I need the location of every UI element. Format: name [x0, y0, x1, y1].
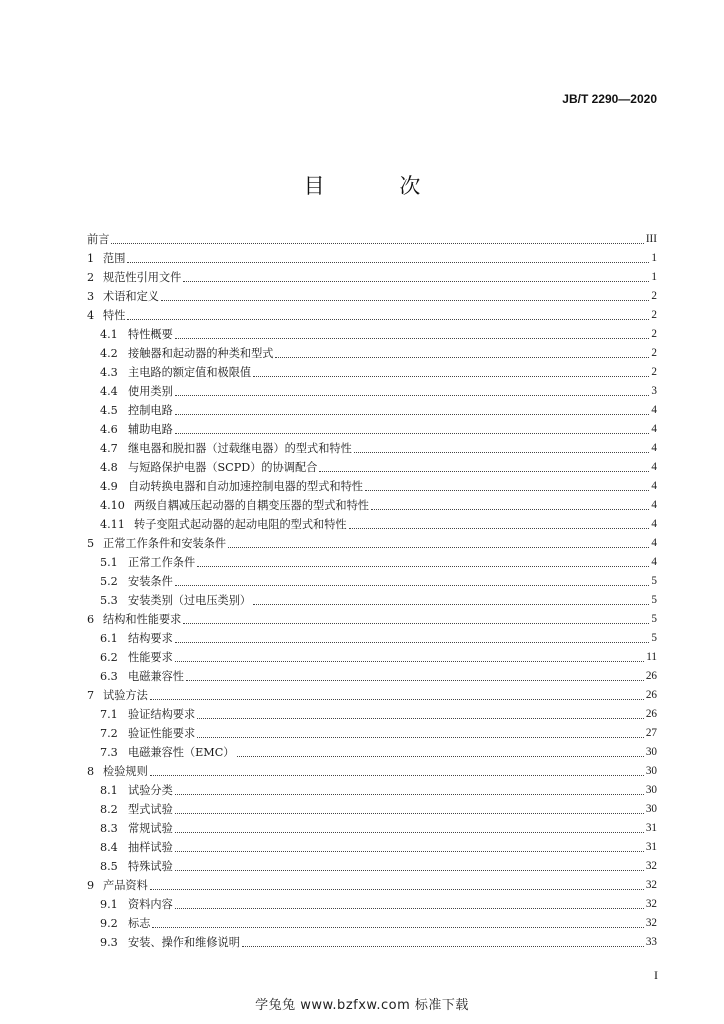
toc-entry-number: 8.4	[100, 841, 118, 854]
toc-entry-number: 6.3	[100, 670, 118, 683]
toc-dot-leader	[175, 585, 650, 586]
toc-entry-label: 抽样试验	[128, 841, 173, 854]
toc-entry-number: 6.2	[100, 651, 118, 664]
toc-dot-leader	[365, 490, 649, 491]
toc-entry-label: 主电路的额定值和极限值	[128, 366, 252, 379]
toc-entry-label: 电磁兼容性（EMC）	[128, 746, 235, 759]
toc-entry-page: 1	[651, 271, 657, 283]
toc-entry-number: 5.1	[100, 556, 118, 569]
toc-dot-leader	[175, 414, 650, 415]
toc-dot-leader	[175, 433, 650, 434]
toc-dot-leader	[175, 813, 644, 814]
toc-entry-label: 术语和定义	[103, 290, 159, 303]
toc-dot-leader	[175, 642, 650, 643]
toc-entry-number: 4.5	[100, 404, 118, 417]
toc-entry-page: 5	[651, 632, 657, 644]
toc-entry-page: 4	[651, 404, 657, 416]
toc-entry-label: 性能要求	[128, 651, 173, 664]
toc-dot-leader	[242, 946, 644, 947]
toc-entry[interactable]	[87, 230, 657, 249]
toc-dot-leader	[354, 452, 650, 453]
toc-entry[interactable]	[87, 553, 657, 572]
standard-number: JB/T 2290—2020	[562, 92, 657, 106]
toc-entry-page: 30	[645, 746, 657, 758]
toc-entry[interactable]	[87, 838, 657, 857]
toc-entry-label: 范围	[103, 252, 126, 265]
toc-entry-page: III	[645, 233, 657, 245]
toc-entry-label: 安装类别（过电压类别）	[128, 594, 252, 607]
toc-dot-leader	[175, 832, 644, 833]
toc-dot-leader	[175, 851, 644, 852]
toc-entry-label: 结构要求	[128, 632, 173, 645]
toc-entry[interactable]	[87, 629, 657, 648]
toc-entry-number: 4.10	[100, 499, 125, 512]
toc-entry-label: 规范性引用文件	[103, 271, 182, 284]
toc-entry[interactable]	[87, 724, 657, 743]
toc-entry[interactable]	[87, 648, 657, 667]
toc-entry-page: 11	[646, 651, 657, 663]
page-number: I	[654, 968, 658, 982]
toc-dot-leader	[253, 376, 649, 377]
toc-entry-number: 9.1	[100, 898, 118, 911]
toc-entry-label: 标志	[128, 917, 151, 930]
toc-entry-label: 特性	[103, 309, 126, 322]
toc-entry-page: 30	[645, 784, 657, 796]
toc-entry[interactable]	[87, 705, 657, 724]
toc-entry[interactable]	[87, 800, 657, 819]
toc-dot-leader	[175, 870, 644, 871]
toc-entry-number: 8	[87, 765, 95, 778]
toc-entry-label: 结构和性能要求	[103, 613, 182, 626]
watermark-text: 学兔兔 www.bzfxw.com 标准下载	[255, 998, 469, 1013]
toc-entry-page: 30	[645, 765, 657, 777]
toc-dot-leader	[175, 908, 644, 909]
toc-entry[interactable]	[87, 496, 657, 515]
toc-dot-leader	[175, 395, 650, 396]
toc-entry-page: 26	[645, 670, 657, 682]
toc-entry-number: 9.3	[100, 936, 118, 949]
page-title: 目 次	[303, 174, 455, 198]
toc-dot-leader	[371, 509, 649, 510]
toc-entry[interactable]	[87, 249, 657, 268]
toc-entry-label: 辅助电路	[128, 423, 173, 436]
toc-entry[interactable]	[87, 439, 657, 458]
toc-entry-page: 1	[651, 252, 657, 264]
toc-entry-label: 特性概要	[128, 328, 173, 341]
toc-entry[interactable]	[87, 610, 657, 629]
toc-entry-page: 31	[645, 822, 657, 834]
toc-dot-leader	[228, 547, 649, 548]
toc-entry[interactable]	[87, 667, 657, 686]
toc-entry-page: 31	[645, 841, 657, 853]
toc-entry-label: 资料内容	[128, 898, 173, 911]
toc-entry[interactable]	[87, 591, 657, 610]
toc-entry-label: 控制电路	[128, 404, 173, 417]
toc-entry[interactable]	[87, 382, 657, 401]
toc-entry-page: 2	[651, 366, 657, 378]
toc-entry-number: 6.1	[100, 632, 118, 645]
toc-entry[interactable]	[87, 572, 657, 591]
toc-entry-label: 安装条件	[128, 575, 173, 588]
toc-entry-page: 32	[645, 879, 657, 891]
toc-entry-number: 4.4	[100, 385, 118, 398]
table-of-contents	[87, 230, 657, 952]
toc-entry[interactable]	[87, 325, 657, 344]
toc-entry-page: 26	[645, 708, 657, 720]
toc-entry-label: 使用类别	[128, 385, 173, 398]
toc-entry[interactable]	[87, 686, 657, 705]
toc-entry-number: 9	[87, 879, 95, 892]
toc-dot-leader	[197, 718, 644, 719]
toc-dot-leader	[127, 262, 649, 263]
toc-entry-label: 与短路保护电器（SCPD）的协调配合	[128, 461, 318, 474]
toc-entry-number: 4.2	[100, 347, 118, 360]
toc-entry-label: 继电器和脱扣器（过载继电器）的型式和特性	[128, 442, 352, 455]
toc-entry-number: 6	[87, 613, 95, 626]
toc-entry-number: 7.3	[100, 746, 118, 759]
toc-entry-label: 特殊试验	[128, 860, 173, 873]
toc-entry-label: 接触器和起动器的种类和型式	[128, 347, 274, 360]
toc-entry-page: 2	[651, 290, 657, 302]
toc-entry-number: 9.2	[100, 917, 118, 930]
toc-dot-leader	[197, 737, 644, 738]
toc-entry-page: 4	[651, 423, 657, 435]
toc-entry-number: 8.2	[100, 803, 118, 816]
toc-entry[interactable]	[87, 762, 657, 781]
toc-entry[interactable]	[87, 268, 657, 287]
toc-entry-number: 7.1	[100, 708, 118, 721]
toc-entry[interactable]	[87, 914, 657, 933]
toc-entry-page: 2	[651, 347, 657, 359]
toc-dot-leader	[175, 794, 644, 795]
toc-entry[interactable]	[87, 477, 657, 496]
toc-entry-label: 安装、操作和维修说明	[128, 936, 240, 949]
toc-dot-leader	[175, 338, 650, 339]
toc-entry-number: 4.9	[100, 480, 118, 493]
toc-entry-label: 正常工作条件	[128, 556, 196, 569]
toc-entry-label: 型式试验	[128, 803, 173, 816]
toc-entry-page: 4	[651, 499, 657, 511]
toc-entry-label: 验证性能要求	[128, 727, 196, 740]
toc-entry-label: 电磁兼容性	[128, 670, 184, 683]
toc-entry[interactable]	[87, 781, 657, 800]
toc-entry[interactable]	[87, 420, 657, 439]
toc-dot-leader	[197, 566, 649, 567]
toc-dot-leader	[111, 243, 643, 244]
toc-entry[interactable]	[87, 933, 657, 952]
toc-entry-page: 4	[651, 556, 657, 568]
toc-entry-page: 27	[645, 727, 657, 739]
toc-entry-label: 试验方法	[103, 689, 148, 702]
toc-entry[interactable]	[87, 515, 657, 534]
toc-dot-leader	[237, 756, 644, 757]
toc-dot-leader	[319, 471, 649, 472]
toc-entry[interactable]	[87, 363, 657, 382]
toc-entry-number: 4.3	[100, 366, 118, 379]
toc-dot-leader	[275, 357, 649, 358]
toc-entry-number: 4	[87, 309, 95, 322]
toc-dot-leader	[161, 300, 649, 301]
toc-entry-page: 26	[645, 689, 657, 701]
toc-entry-number: 5	[87, 537, 95, 550]
toc-entry-number: 3	[87, 290, 95, 303]
toc-entry-number: 8.1	[100, 784, 118, 797]
toc-dot-leader	[152, 927, 643, 928]
toc-dot-leader	[127, 319, 649, 320]
toc-entry-number: 8.3	[100, 822, 118, 835]
toc-dot-leader	[186, 680, 644, 681]
toc-entry-number: 5.2	[100, 575, 118, 588]
toc-entry-number: 7.2	[100, 727, 118, 740]
toc-entry-number: 4.7	[100, 442, 118, 455]
toc-entry-label: 检验规则	[103, 765, 148, 778]
toc-entry-number: 4.1	[100, 328, 118, 341]
toc-entry-page: 4	[651, 442, 657, 454]
toc-dot-leader	[150, 699, 644, 700]
toc-entry-number: 4.11	[100, 518, 125, 531]
toc-entry[interactable]	[87, 857, 657, 876]
toc-entry-page: 2	[651, 309, 657, 321]
toc-entry-page: 4	[651, 461, 657, 473]
toc-entry-page: 5	[651, 594, 657, 606]
toc-entry-page: 5	[651, 613, 657, 625]
toc-dot-leader	[150, 775, 644, 776]
toc-entry-number: 2	[87, 271, 95, 284]
toc-entry[interactable]	[87, 534, 657, 553]
toc-entry-page: 32	[645, 860, 657, 872]
toc-entry-page: 32	[645, 898, 657, 910]
toc-entry-page: 33	[645, 936, 657, 948]
toc-entry-label: 验证结构要求	[128, 708, 196, 721]
toc-entry-label: 试验分类	[128, 784, 173, 797]
toc-dot-leader	[183, 623, 649, 624]
toc-entry-page: 30	[645, 803, 657, 815]
toc-entry[interactable]	[87, 743, 657, 762]
toc-entry-label: 自动转换电器和自动加速控制电器的型式和特性	[128, 480, 363, 493]
toc-entry-number: 1	[87, 252, 95, 265]
toc-dot-leader	[253, 604, 649, 605]
toc-entry[interactable]	[87, 819, 657, 838]
toc-entry-number: 4.8	[100, 461, 118, 474]
toc-entry[interactable]	[87, 401, 657, 420]
toc-dot-leader	[183, 281, 649, 282]
toc-entry-label: 两级自耦减压起动器的自耦变压器的型式和特性	[134, 499, 369, 512]
toc-entry-label: 正常工作条件和安装条件	[103, 537, 227, 550]
toc-entry-page: 4	[651, 518, 657, 530]
toc-entry[interactable]	[87, 287, 657, 306]
toc-entry-page: 5	[651, 575, 657, 587]
toc-entry-label: 前言	[87, 233, 110, 246]
toc-entry-label: 常规试验	[128, 822, 173, 835]
toc-entry[interactable]	[87, 306, 657, 325]
toc-entry[interactable]	[87, 344, 657, 363]
toc-entry-label: 产品资料	[103, 879, 148, 892]
toc-entry-label: 转子变阻式起动器的起动电阻的型式和特性	[134, 518, 347, 531]
toc-entry-number: 7	[87, 689, 95, 702]
toc-entry-page: 4	[651, 537, 657, 549]
toc-entry-page: 2	[651, 328, 657, 340]
toc-entry-page: 4	[651, 480, 657, 492]
toc-entry-number: 5.3	[100, 594, 118, 607]
toc-entry[interactable]	[87, 876, 657, 895]
toc-dot-leader	[349, 528, 650, 529]
toc-dot-leader	[175, 661, 644, 662]
toc-entry[interactable]	[87, 458, 657, 477]
toc-entry[interactable]	[87, 895, 657, 914]
toc-entry-number: 4.6	[100, 423, 118, 436]
toc-entry-page: 3	[651, 385, 657, 397]
toc-entry-page: 32	[645, 917, 657, 929]
toc-dot-leader	[150, 889, 644, 890]
toc-entry-number: 8.5	[100, 860, 118, 873]
